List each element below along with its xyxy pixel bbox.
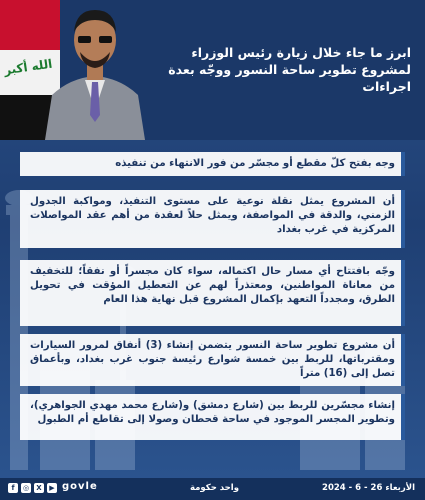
prime-minister-photo	[40, 0, 150, 140]
point-1	[20, 152, 405, 176]
youtube-icon[interactable]: ▶	[47, 483, 57, 493]
instagram-icon[interactable]: ◎	[22, 484, 30, 492]
headline: ابرز ما جاء خلال زيارة رئيس الوزراء لمشروع تطوير ساحة النسور ووجّه بعدة اجراءات	[168, 45, 411, 94]
social-icons	[8, 483, 57, 493]
point-1-text: وجه بفتح كلّ مقطع أو مجسّر من فور الانتهاء من تنفيذه	[115, 158, 395, 169]
footer-date: الأربعاء 26 - 6 - 2024	[322, 483, 415, 493]
point-3-text: وجّه بافتتاح أي مسار حال اكتماله، سواء كان مجسراً أو نفقاً؛ للتخفيف من معاناة المواطنين، ومعتذراً لهم عن التعطيل المؤقت في تحويل الطرق، ومجدداً التعهد بإكمال المشروع قبل نهاية هذا العام	[30, 266, 395, 306]
footer-bar	[0, 478, 425, 500]
point-2	[20, 190, 405, 248]
flag-script: الله أكبر	[3, 57, 54, 78]
point-4	[20, 334, 405, 386]
point-5	[20, 394, 405, 440]
facebook-icon[interactable]: f	[8, 483, 18, 493]
point-2-text: أن المشروع يمثل نقلة نوعية على مستوى التنفيذ، ومواكبة الجدول الزمني، والدقة في المواصفة، ويمثل حلاً لعقدة من أهم عقد المواصلات المركزية في غرب بغداد	[30, 196, 395, 236]
header-banner	[0, 0, 425, 140]
x-icon[interactable]: X	[34, 483, 44, 493]
brand-logo: govle	[62, 481, 98, 492]
point-4-text: أن مشروع تطوير ساحة النسور يتضمن إنشاء (3) أنفاق لمرور السيارات ومقترباتها، للربط بين خمسة شوارع رئيسة جنوب غرب بغداد، وبأعماق تصل إلى (16) متراً	[30, 340, 395, 380]
footer-slogan: واحد حكومة	[190, 483, 240, 493]
point-5-text: إنشاء مجسّرين للربط بين (شارع دمشق) و(شارع محمد مهدي الجواهري)، وتطوير المجسر الموجود في ساحة قحطان وصولا إلى تقاطع أم الطبول	[30, 400, 395, 426]
point-3	[20, 260, 405, 326]
